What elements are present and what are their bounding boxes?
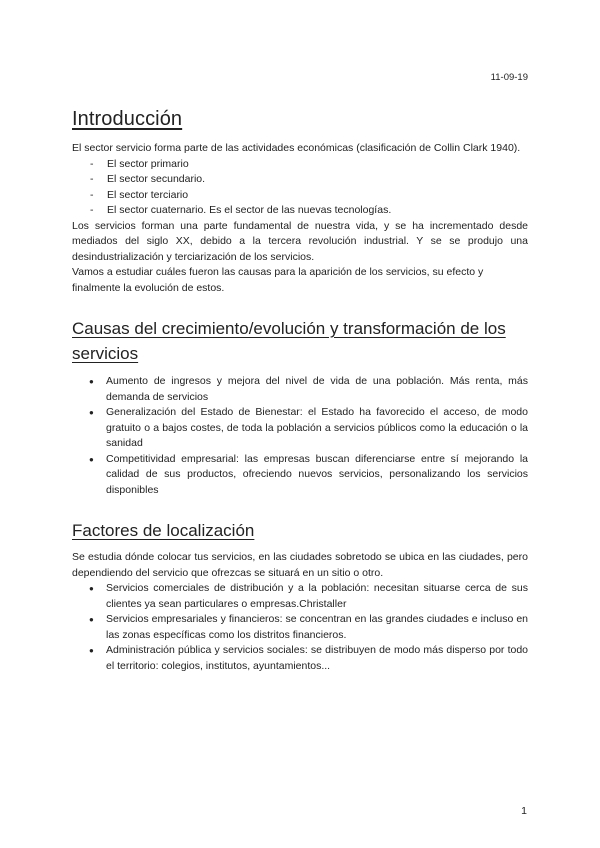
list-item: - El sector secundario. <box>72 172 528 188</box>
list-item: - El sector cuaternario. Es el sector de las nuevas tecnologías. <box>72 203 528 219</box>
factores-intro: Se estudia dónde colocar tus servicios, en las ciudades sobretodo se ubica en las ciudades, pero dependiendo del servicio que ofrezcas se situará en un sitio o otro. <box>72 551 528 579</box>
dash-marker: - <box>90 204 94 216</box>
intro-paragraph-3: Vamos a estudiar cuáles fueron las causas para la aparición de los servicios, su efecto y finalmente la evolución de estos. <box>72 266 484 294</box>
list-item: ● Administración pública y servicios sociales: se distribuyen de modo más disperso por todo el territorio: colegios, institutos, ayuntamientos... <box>89 644 528 672</box>
bullet-marker: ● <box>89 454 94 464</box>
bullet-marker: ● <box>89 377 94 386</box>
bullet-marker: ● <box>89 615 94 624</box>
factores-heading: Factores de localización <box>72 521 255 540</box>
list-item: - El sector primario <box>72 157 528 173</box>
factores-list <box>72 581 528 674</box>
list-item: - El sector terciario <box>72 188 528 204</box>
causas-heading: Causas del crecimiento/evolución y transformación de los servicios <box>72 319 506 363</box>
list-item: ● Servicios comerciales de distribución y a la población: necesitan situarse cerca de sus clientes ya sean particulares o empresas.Christaller <box>89 582 528 610</box>
bullet-marker: ● <box>89 408 94 417</box>
list-item: ● Servicios empresariales y financieros: se concentran en las grandes ciudades e incluso en las zonas específicas como los distritos financieros. <box>89 613 528 641</box>
causas-list <box>72 374 528 498</box>
sector-list <box>72 157 528 219</box>
dash-marker: - <box>90 157 94 170</box>
dash-marker: - <box>90 188 94 201</box>
dash-marker: - <box>90 173 94 185</box>
document-body <box>72 107 528 674</box>
intro-heading: Introducción <box>72 108 183 130</box>
bullet-marker: ● <box>89 646 94 655</box>
intro-paragraph-1: El sector servicio forma parte de las actividades económicas (clasificación de Collin Clark 1940). <box>72 142 521 154</box>
bullet-marker: ● <box>89 584 94 593</box>
list-item: ● Aumento de ingresos y mejora del nivel de vida de una población. Más renta, más demanda de servicios <box>89 375 528 403</box>
document-date: 11-09-19 <box>490 72 528 83</box>
intro-paragraph-2: Los servicios forman una parte fundamental de nuestra vida, y se ha incrementado desde mediados del siglo XX, debido a la tercera revolución industrial. Y se se produjo una desindustrialización y terciarización de los servicios. <box>72 219 528 263</box>
page-number: 1 <box>521 805 527 817</box>
list-item: ● Competitividad empresarial: las empresas buscan diferenciarse entre sí mejorando la calidad de sus productos, ofreciendo nuevos servicios, personalizando los servicios disponibles <box>89 452 528 496</box>
list-item: ● Generalización del Estado de Bienestar: el Estado ha favorecido el acceso, de modo gratuito o a bajos costes, de toda la población a servicios públicos como la educación o la sanidad <box>89 406 528 449</box>
